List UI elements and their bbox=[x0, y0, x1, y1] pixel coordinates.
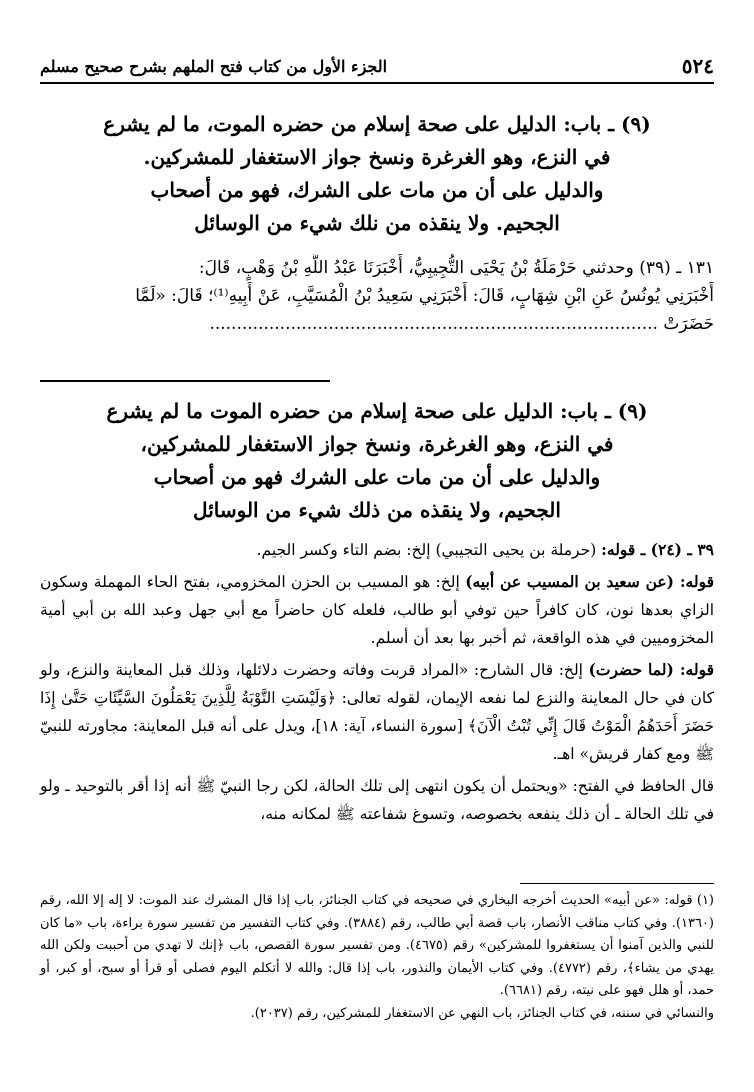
page-number: ٥٢٤ bbox=[681, 54, 714, 78]
commentary-label: قوله: (لما حضرت) bbox=[588, 660, 714, 679]
commentary-text: قال الحافظ في الفتح: «ويحتمل أن يكون انتهى إلى تلك الحالة، لكن رجا النبيّ ﷺ أنه إذا أقر بالتوحيد ـ ولو في تلك الحالة ـ أن ذلك ينفعه بخصوصه، وتسوغ شفاعته ﷺ لمكانه منه، bbox=[40, 777, 714, 823]
commentary-label: ٣٩ ـ (٢٤) ـ قوله: bbox=[601, 540, 714, 559]
heading-line: والدليل على أن من مات على الشرك، فهو من أصحاب bbox=[150, 178, 604, 202]
footnote-1: (١) قوله: «عن أبيه» الحديث أخرجه البخاري في صحيحه في كتاب الجنائز، باب إذا قال المشرك عند الموت: لا إله إلا الله، رقم (١٣٦٠). وفي كتاب مناقب الأنصار، باب قصة أبي طالب، رقم (٣٨٨٤). وفي كتاب التفسير من تفسير سورة براءة، باب «ما كان للنبي والذين آمنوا أن يستغفروا للمشركين» رقم (٤٦٧٥). ومن تفسير سورة القصص، باب ﴿إنك لا تهدي من أحببت ولكن الله يهدي من يشاء﴾، رقم (٤٧٧٢). وفي كتاب الأيمان والنذور، باب إذا قال: والله لا أتكلم اليوم فصلى أو قرأ أو سبح، أو كبر، أو حمد، أو هلل فهو على نيته، رقم (٦٦٨١). bbox=[40, 893, 714, 998]
chapter-heading-bottom bbox=[40, 395, 714, 527]
hadith-line: أَخْبَرَنِي يُونُسُ عَنِ ابْنِ شِهَابٍ، قَالَ: أَخْبَرَنِي سَعِيدُ بْنُ الْمُسَيَّبِ، عَنْ أَبِيهِ⁽¹⁾؛ قَالَ: «لَمَّا bbox=[135, 286, 714, 306]
hadith-line: حَضَرَتْ ................................................................................... bbox=[209, 314, 714, 334]
heading-line: في النزع، وهو الغرغرة، ونسخ جواز الاستغفار للمشركين، bbox=[140, 432, 614, 456]
heading-line: (٩) ـ باب: الدليل على صحة إسلام من حضره الموت ما لم يشرع bbox=[106, 399, 648, 423]
running-title: الجزء الأول من كتاب فتح الملهم بشرح صحيح مسلم bbox=[40, 56, 388, 76]
section-divider bbox=[40, 380, 330, 382]
hadith-line: ١٣١ ـ (٣٩) وحدثني حَرْمَلَةُ بْنُ يَحْيَى التُّجِيبِيُّ، أَخْبَرَنَا عَبْدُ اللَّهِ بْنُ وَهْبٍ، قَالَ: bbox=[198, 258, 714, 278]
footnote-1-continued: والنسائي في سننه، في كتاب الجنائز، باب النهي عن الاستغفار للمشركين، رقم (٢٠٣٧). bbox=[250, 1005, 714, 1021]
heading-line: في النزع، وهو الغرغرة ونسخ جواز الاستغفار للمشركين. bbox=[143, 145, 611, 169]
heading-line: والدليل على أن من مات على الشرك فهو من أصحاب bbox=[153, 465, 601, 489]
heading-line: الجحيم. ولا ينقذه من نلك شيء من الوسائل bbox=[194, 211, 560, 235]
heading-line: (٩) ـ باب: الدليل على صحة إسلام من حضره الموت، ما لم يشرع bbox=[103, 112, 651, 136]
chapter-heading-top bbox=[40, 108, 714, 240]
footnotes bbox=[40, 890, 714, 1025]
commentary-paragraph bbox=[40, 568, 714, 652]
commentary-label: قوله: (عن سعيد بن المسيب عن أبيه) bbox=[465, 572, 715, 591]
commentary bbox=[40, 536, 714, 832]
hadith-text bbox=[40, 254, 714, 338]
footnote-rule bbox=[520, 883, 714, 884]
commentary-text: إلخ: قال الشارح: «المراد قربت وفاته وحضرت دلائلها، وذلك قبل المعاينة والنزع، ولو كان في حال المعاينة والنزع لما نفعه الإيمان، لقوله تعالى: ﴿وَلَيْسَتِ التَّوْبَةُ لِلَّذِينَ يَعْمَلُونَ السَّيِّئَاتِ حَتَّىٰ إِذَا حَضَرَ أَحَدَهُمُ الْمَوْتُ قَالَ إِنِّي تُبْتُ الْآنَ﴾ [سورة النساء، آية: ١٨]، ويدل على أنه قبل المعاينة: مجاورته للنبيّ ﷺ ومع كفار قريش» اهـ. bbox=[40, 661, 714, 763]
commentary-text: إلخ: هو المسيب بن الحزن المخزومي، بفتح الحاء المهملة وسكون الزاي بعدها نون، كان كافراً حين توفي أبو طالب، فلعله كان حاضراً مع أبي جهل وعبد الله بن أبي أمية المخزوميين في هذه الواقعة، ثم أخبر بها بعد أن أسلم. bbox=[40, 573, 714, 647]
heading-line: الجحيم، ولا ينقذه من ذلك شيء من الوسائل bbox=[193, 498, 561, 522]
commentary-paragraph bbox=[40, 656, 714, 768]
commentary-text: (حرملة بن يحيى التجيبي) إلخ: بضم التاء وكسر الجيم. bbox=[256, 541, 602, 559]
commentary-paragraph bbox=[40, 536, 714, 564]
page-header bbox=[40, 50, 714, 84]
commentary-paragraph bbox=[40, 772, 714, 828]
